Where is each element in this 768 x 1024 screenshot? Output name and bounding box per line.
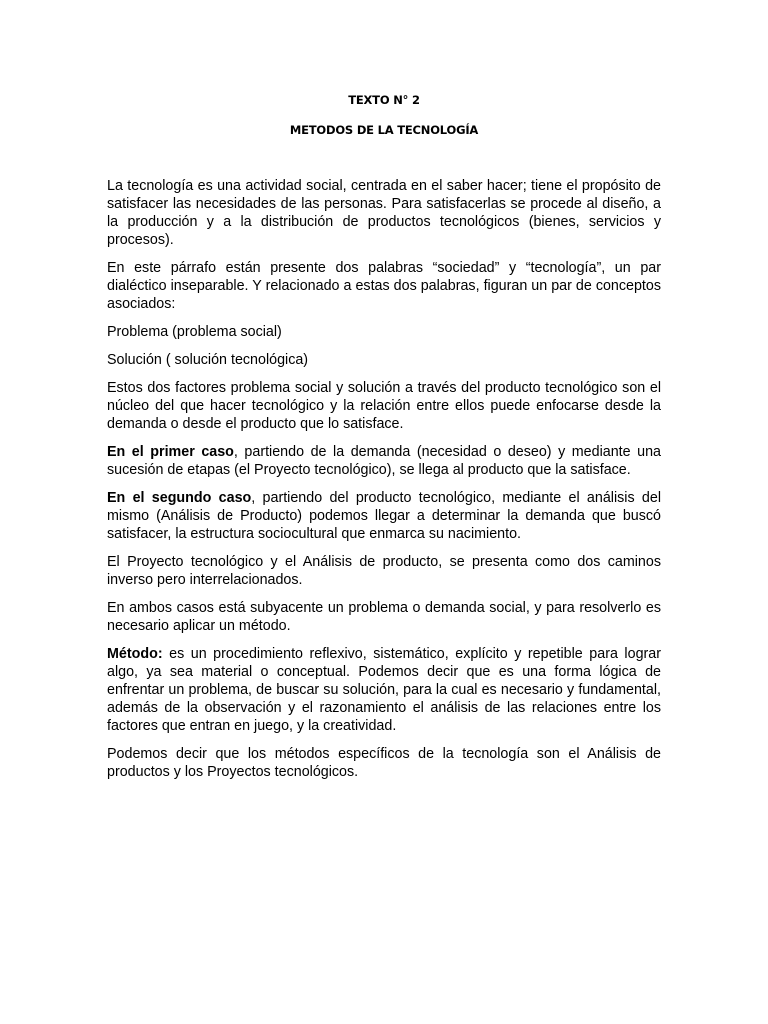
- first-case-text: , partiendo de la demanda (necesidad o deseo) y mediante una sucesión de etapas (el Proyecto tecnológico), se llega al producto que la satisface.: [107, 444, 661, 478]
- paragraph-first-case: [107, 443, 661, 479]
- paragraph-both-cases: En ambos casos está subyacente un problema o demanda social, y para resolverlo es necesario aplicar un método.: [107, 600, 661, 634]
- paragraph-society-technology: En este párrafo están presente dos palabras “sociedad” y “tecnología”, un par dialéctico inseparable. Y relacionado a estas dos palabras, figuran un par de conceptos asociados:: [107, 260, 661, 312]
- paragraph-second-case: [107, 489, 661, 543]
- paragraph-intro: La tecnología es una actividad social, centrada en el saber hacer; tiene el propósito de satisfacer las necesidades de las personas. Para satisfacerlas se procede al diseño, a la producción y a la distribución de productos tecnológicos (bienes, servicios y procesos).: [107, 178, 661, 248]
- paragraph-project-analysis: El Proyecto tecnológico y el Análisis de producto, se presenta como dos caminos inverso pero interrelacionados.: [107, 554, 661, 588]
- document-title: TEXTO N° 2: [348, 93, 420, 107]
- second-case-label: En el segundo caso: [107, 490, 252, 506]
- method-label: Método:: [107, 646, 163, 662]
- document-body: [107, 177, 661, 791]
- paragraph-solution: Solución ( solución tecnológica): [107, 352, 309, 368]
- document-subtitle: METODOS DE LA TECNOLOGÍA: [289, 123, 479, 137]
- paragraph-method: [107, 645, 661, 735]
- first-case-label: En el primer caso: [107, 444, 234, 460]
- paragraph-factors: Estos dos factores problema social y solución a través del producto tecnológico son el núcleo del que hacer tecnológico y la relación entre ellos puede enfocarse desde la demanda o desde el producto que lo satisface.: [107, 380, 661, 432]
- paragraph-problem: Problema (problema social): [107, 324, 282, 340]
- method-text: es un procedimiento reflexivo, sistemático, explícito y repetible para lograr algo, ya sea material o conceptual. Podemos decir que es una forma lógica de enfrentar un problema, de buscar su solución, para la cual es necesario y fundamental, además de la observación y el razonamiento el análisis de las relaciones entre los factores que entran en juego, y la creatividad.: [107, 646, 661, 734]
- paragraph-conclusion: Podemos decir que los métodos específicos de la tecnología son el Análisis de productos y los Proyectos tecnológicos.: [107, 746, 661, 780]
- second-case-text: , partiendo del producto tecnológico, mediante el análisis del mismo (Análisis de Producto) podemos llegar a determinar la demanda que buscó satisfacer, la estructura sociocultural que enmarca su nacimiento.: [107, 490, 661, 542]
